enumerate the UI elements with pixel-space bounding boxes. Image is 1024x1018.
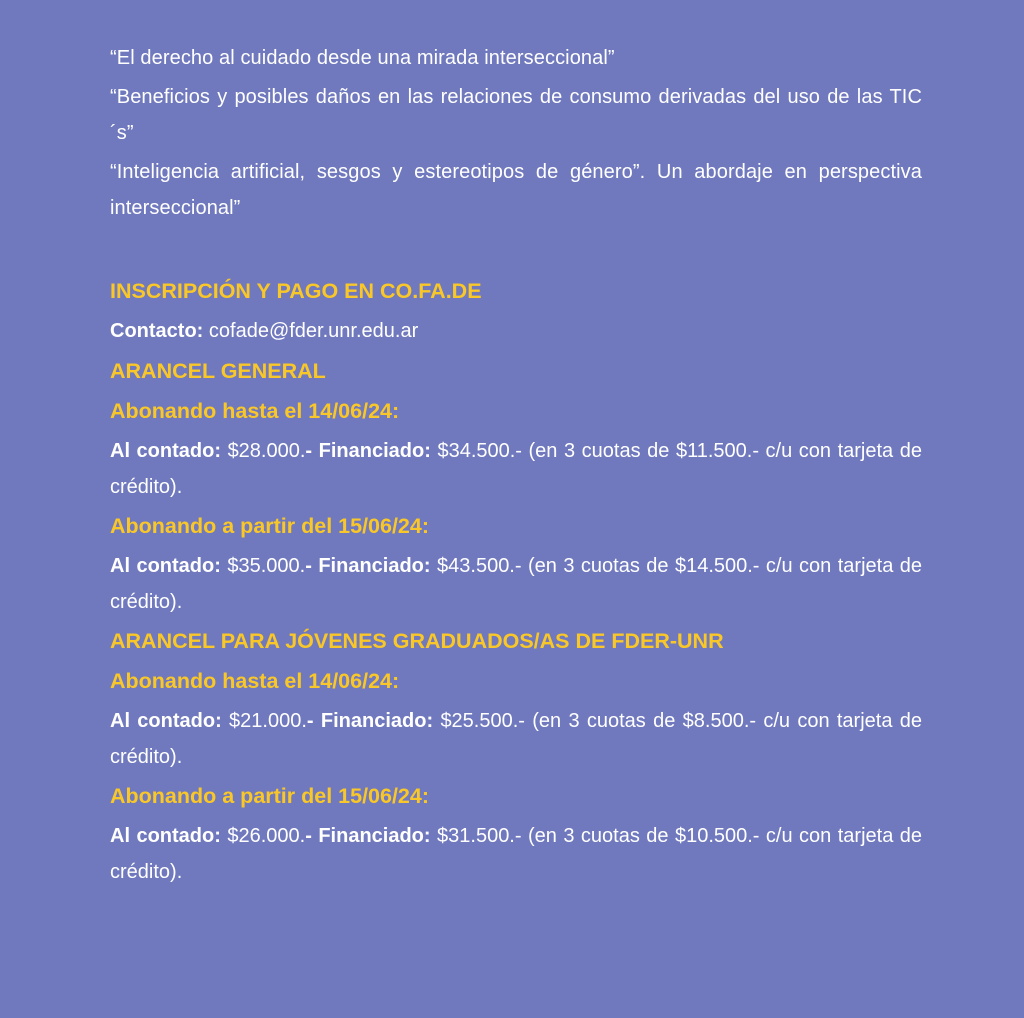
inscription-heading: INSCRIPCIÓN Y PAGO EN CO.FA.DE bbox=[110, 279, 482, 303]
general-early-heading: Abonando hasta el 14/06/24: bbox=[110, 399, 400, 423]
contact-email[interactable]: cofade@fder.unr.edu.ar bbox=[208, 320, 419, 342]
financed-separator: - bbox=[305, 555, 312, 577]
financed-value: $25.500.- (en 3 cuotas de $8.500.- c/u con tarjeta de crédito). bbox=[110, 710, 923, 768]
financed-value: $34.500.- (en 3 cuotas de $11.500.- c/u con tarjeta de crédito). bbox=[110, 440, 922, 498]
financed-separator: - bbox=[305, 825, 312, 847]
cash-label: Al contado: bbox=[110, 825, 221, 847]
section-spacer bbox=[110, 229, 922, 273]
graduates-late-price bbox=[110, 818, 922, 890]
financed-value: $31.500.- (en 3 cuotas de $10.500.- c/u con tarjeta de crédito). bbox=[110, 825, 923, 883]
general-early-price bbox=[110, 433, 922, 505]
financed-separator: - bbox=[306, 710, 314, 732]
graduates-early-price bbox=[110, 703, 922, 775]
cash-value: $21.000. bbox=[229, 710, 307, 732]
financed-label: Financiado: bbox=[318, 555, 431, 577]
topic-care-right: “El derecho al cuidado desde una mirada interseccional” bbox=[110, 47, 615, 69]
topic-consumer-tic: “Beneficios y posibles daños en las relaciones de consumo derivadas del uso de las TIC´s” bbox=[110, 86, 922, 144]
financed-label: Financiado: bbox=[320, 710, 434, 732]
graduates-late-heading: Abonando a partir del 15/06/24: bbox=[110, 784, 430, 808]
financed-label: Financiado: bbox=[318, 440, 431, 462]
financed-separator: - bbox=[305, 440, 313, 462]
cash-value: $28.000. bbox=[227, 440, 306, 462]
contact-line bbox=[110, 313, 922, 349]
graduates-fee-heading: ARANCEL PARA JÓVENES GRADUADOS/AS DE FDER-UNR bbox=[110, 629, 724, 653]
financed-value: $43.500.- (en 3 cuotas de $14.500.- c/u con tarjeta de crédito). bbox=[110, 555, 923, 613]
cash-label: Al contado: bbox=[110, 440, 221, 462]
general-late-heading: Abonando a partir del 15/06/24: bbox=[110, 514, 430, 538]
contact-label: Contacto: bbox=[110, 320, 204, 342]
general-late-price bbox=[110, 548, 922, 620]
graduates-early-heading: Abonando hasta el 14/06/24: bbox=[110, 669, 400, 693]
cash-label: Al contado: bbox=[110, 555, 221, 577]
document-body bbox=[110, 40, 922, 893]
cash-value: $35.000. bbox=[227, 555, 306, 577]
cash-label: Al contado: bbox=[110, 710, 222, 732]
topic-ai-gender: “Inteligencia artificial, sesgos y estereotipos de género”. Un abordaje en perspectiva interseccional” bbox=[110, 161, 922, 219]
financed-label: Financiado: bbox=[318, 825, 431, 847]
cash-value: $26.000. bbox=[227, 825, 306, 847]
general-fee-heading: ARANCEL GENERAL bbox=[110, 359, 326, 383]
